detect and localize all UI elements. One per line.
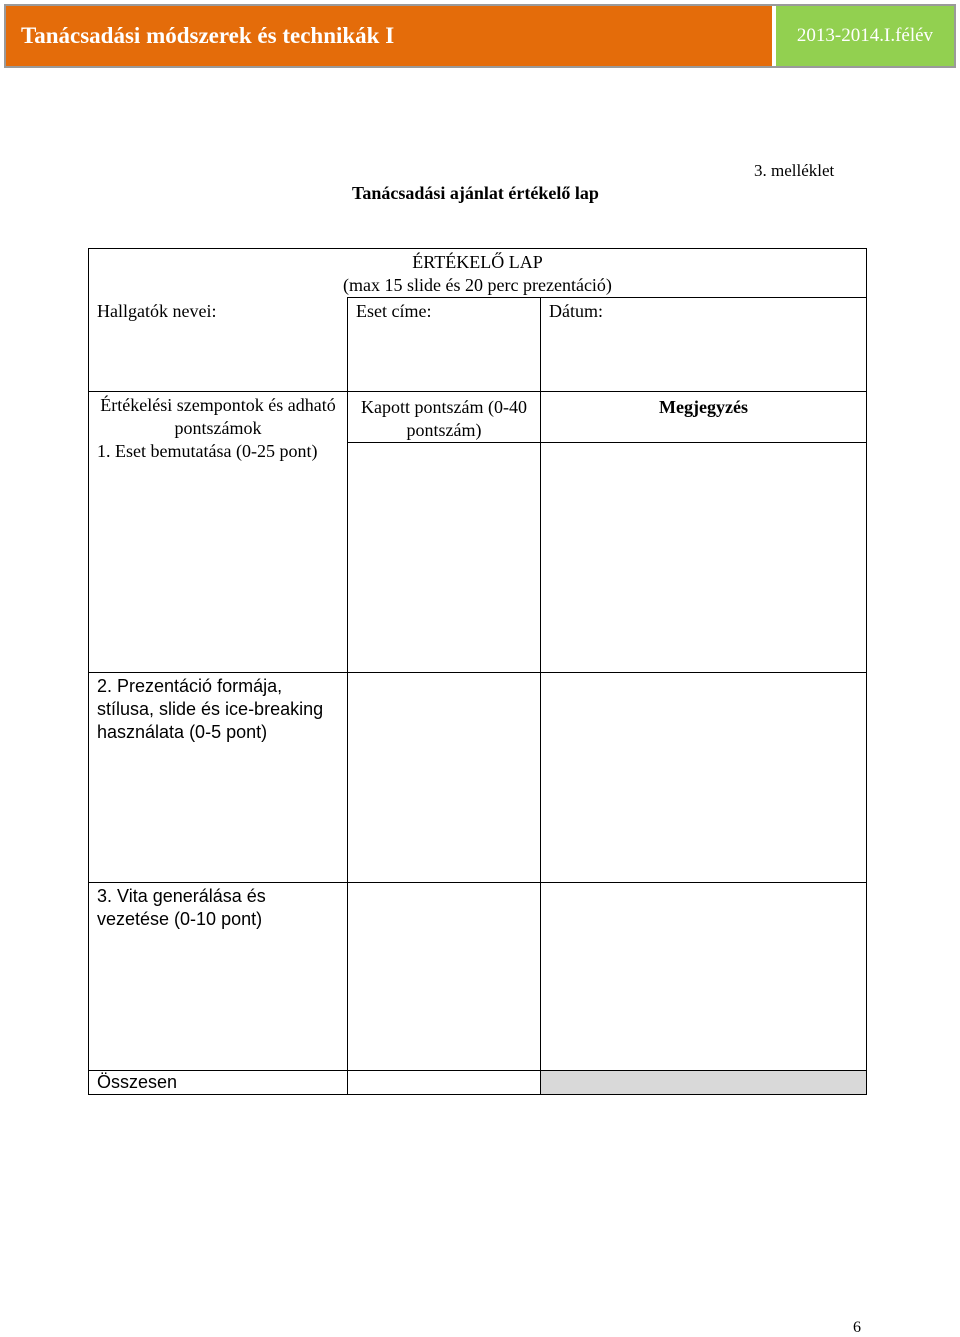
criterion-2-cell xyxy=(89,673,348,883)
sheet-title: Tanácsadási ajánlat értékelő lap xyxy=(352,183,599,203)
score-1-cell[interactable] xyxy=(348,392,541,673)
case-title-label: Eset címe: xyxy=(356,301,432,321)
total-label: Összesen xyxy=(97,1072,178,1092)
date-label: Dátum: xyxy=(549,301,603,321)
total-score-cell[interactable] xyxy=(348,1071,541,1095)
note-1-cell[interactable] xyxy=(541,392,867,673)
total-cell xyxy=(89,1071,348,1095)
criterion-1-cell xyxy=(89,392,348,673)
total-note-cell xyxy=(541,1071,867,1095)
criterion-1-label: 1. Eset bemutatása (0-25 pont) xyxy=(97,441,318,461)
form-title-sub: (max 15 slide és 20 perc prezentáció) xyxy=(343,275,612,295)
score-header: Kapott pontszám (0-40 pontszám) xyxy=(348,394,540,443)
page-number: 6 xyxy=(853,1319,861,1336)
score-3-cell[interactable] xyxy=(348,883,541,1071)
form-title xyxy=(89,249,867,298)
note-header: Megjegyzés xyxy=(541,394,866,443)
annex-label: 3. melléklet xyxy=(754,161,835,180)
criterion-2-label: 2. Prezentáció formája, stílusa, slide és ice-breaking használata (0-5 pont) xyxy=(97,676,324,742)
case-title-field[interactable] xyxy=(348,298,541,392)
page-header xyxy=(4,4,956,68)
students-field[interactable] xyxy=(89,298,348,392)
course-title: Tanácsadási módszerek és technikák I xyxy=(6,6,776,66)
criterion-3-label: 3. Vita generálása és vezetése (0-10 pont) xyxy=(97,886,266,929)
form-title-main: ÉRTÉKELŐ LAP xyxy=(412,252,543,272)
criterion-3-cell xyxy=(89,883,348,1071)
evaluation-form xyxy=(88,248,867,1095)
students-label: Hallgatók nevei: xyxy=(97,300,217,321)
date-field[interactable] xyxy=(541,298,867,392)
score-2-cell[interactable] xyxy=(348,673,541,883)
criteria-header: Értékelési szempontok és adható pontszámok xyxy=(100,395,336,438)
semester-label: 2013-2014.I.félév xyxy=(776,6,954,66)
note-3-cell[interactable] xyxy=(541,883,867,1071)
note-2-cell[interactable] xyxy=(541,673,867,883)
